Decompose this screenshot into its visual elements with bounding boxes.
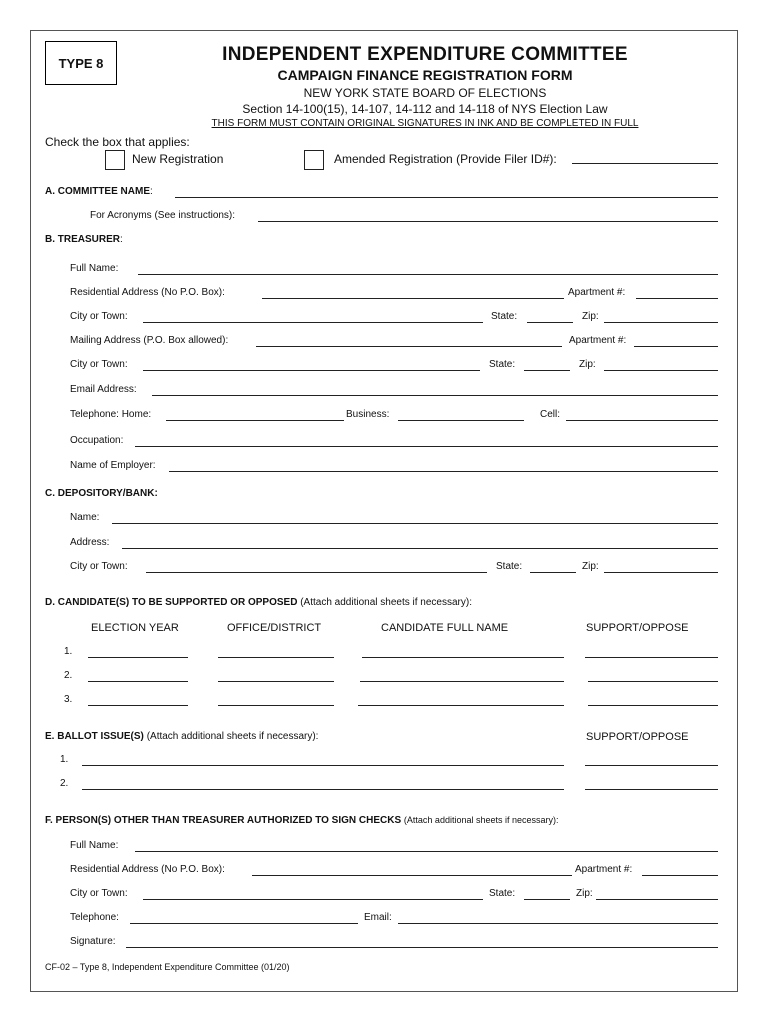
signer-city-field[interactable] — [143, 899, 483, 900]
signer-zip-field[interactable] — [596, 899, 718, 900]
treasurer-mail-zip-field[interactable] — [604, 370, 718, 371]
candidate-row-1-office[interactable] — [218, 657, 334, 658]
type-label: TYPE 8 — [45, 41, 117, 85]
candidate-row-2-name[interactable] — [360, 681, 564, 682]
ballot-col-support-oppose: SUPPORT/OPPOSE — [586, 731, 689, 743]
treasurer-mail-city-field[interactable] — [143, 370, 480, 371]
treasurer-state-field[interactable] — [527, 322, 573, 323]
treasurer-business-label: Business: — [346, 409, 390, 420]
treasurer-zip-label: Zip: — [582, 311, 599, 322]
treasurer-business-field[interactable] — [398, 420, 524, 421]
col-election-year: ELECTION YEAR — [91, 622, 179, 634]
signer-telephone-label: Telephone: — [70, 912, 119, 923]
section-c-heading: C. DEPOSITORY/BANK: — [45, 488, 158, 499]
candidate-row-3-number: 3. — [64, 694, 73, 705]
treasurer-mail-state-field[interactable] — [524, 370, 570, 371]
signer-email-field[interactable] — [398, 923, 718, 924]
candidate-row-1-support[interactable] — [585, 657, 718, 658]
treasurer-employer-label: Name of Employer: — [70, 460, 156, 471]
treasurer-zip-field[interactable] — [604, 322, 718, 323]
candidate-row-2-number: 2. — [64, 670, 73, 681]
form-frame — [30, 30, 738, 992]
treasurer-email-label: Email Address: — [70, 384, 137, 395]
signer-signature-label: Signature: — [70, 936, 116, 947]
ballot-row-1-issue[interactable] — [82, 765, 564, 766]
treasurer-tel-home-field[interactable] — [166, 420, 344, 421]
treasurer-res-address-field[interactable] — [262, 298, 564, 299]
signer-full-name-field[interactable] — [135, 851, 718, 852]
acronyms-label: For Acronyms (See instructions): — [90, 210, 236, 221]
treasurer-occupation-field[interactable] — [135, 446, 718, 447]
section-d-heading: D. CANDIDATE(S) TO BE SUPPORTED OR OPPOSED (Attach additional sheets if necessary): — [45, 597, 472, 608]
ballot-row-2-number: 2. — [60, 778, 69, 789]
agency-name: NEW YORK STATE BOARD OF ELECTIONS — [303, 86, 547, 100]
new-registration-label: New Registration — [132, 152, 224, 166]
committee-name-field[interactable] — [175, 197, 718, 198]
amended-registration-label: Amended Registration (Provide Filer ID#): — [334, 152, 557, 166]
amended-registration-checkbox[interactable] — [304, 150, 324, 170]
signer-email-label: Email: — [364, 912, 392, 923]
filer-id-field[interactable] — [572, 163, 718, 164]
treasurer-tel-home-label: Telephone: Home: — [70, 409, 152, 420]
bank-address-label: Address: — [70, 537, 110, 548]
form-subtitle: CAMPAIGN FINANCE REGISTRATION FORM — [277, 67, 573, 83]
candidate-row-1-year[interactable] — [88, 657, 188, 658]
candidate-row-1-number: 1. — [64, 646, 73, 657]
signer-apartment-field[interactable] — [642, 875, 718, 876]
ballot-row-2-support[interactable] — [585, 789, 718, 790]
ballot-row-2-issue[interactable] — [82, 789, 564, 790]
signer-res-address-label: Residential Address (No P.O. Box): — [70, 864, 225, 875]
signer-res-address-field[interactable] — [252, 875, 572, 876]
section-b-heading: B. TREASURER: — [45, 234, 123, 245]
treasurer-full-name-field[interactable] — [138, 274, 718, 275]
treasurer-city-field[interactable] — [143, 322, 483, 323]
candidate-row-3-office[interactable] — [218, 705, 334, 706]
signer-city-label: City or Town: — [70, 888, 128, 899]
signer-full-name-label: Full Name: — [70, 840, 119, 851]
checkbox-prompt: Check the box that applies: — [45, 135, 190, 149]
form-title: INDEPENDENT EXPENDITURE COMMITTEE — [222, 44, 628, 65]
bank-address-field[interactable] — [122, 548, 718, 549]
signer-zip-label: Zip: — [576, 888, 593, 899]
signer-signature-field[interactable] — [126, 947, 718, 948]
candidate-row-3-support[interactable] — [588, 705, 718, 706]
acronyms-field[interactable] — [258, 221, 718, 222]
signer-apartment-label: Apartment #: — [575, 864, 633, 875]
law-sections: Section 14-100(15), 14-107, 14-112 and 14-118 of NYS Election Law — [242, 102, 608, 116]
treasurer-apartment2-label: Apartment #: — [569, 335, 627, 346]
treasurer-occupation-label: Occupation: — [70, 435, 124, 446]
ballot-row-1-support[interactable] — [585, 765, 718, 766]
bank-city-label: City or Town: — [70, 561, 128, 572]
ballot-row-1-number: 1. — [60, 754, 69, 765]
col-office-district: OFFICE/DISTRICT — [227, 622, 322, 634]
section-a-heading: A. COMMITTEE NAME: — [45, 186, 153, 197]
bank-zip-label: Zip: — [582, 561, 599, 572]
treasurer-apartment2-field[interactable] — [634, 346, 718, 347]
col-support-oppose: SUPPORT/OPPOSE — [586, 622, 689, 634]
signer-state-field[interactable] — [524, 899, 570, 900]
section-e-heading: E. BALLOT ISSUE(S) (Attach additional sheets if necessary): — [45, 731, 319, 742]
bank-name-label: Name: — [70, 512, 100, 523]
treasurer-res-address-label: Residential Address (No P.O. Box): — [70, 287, 225, 298]
bank-zip-field[interactable] — [604, 572, 718, 573]
bank-city-field[interactable] — [146, 572, 487, 573]
treasurer-mail-address-label: Mailing Address (P.O. Box allowed): — [70, 335, 229, 346]
treasurer-mail-zip-label: Zip: — [579, 359, 596, 370]
treasurer-cell-field[interactable] — [566, 420, 718, 421]
bank-state-field[interactable] — [530, 572, 576, 573]
treasurer-mail-state-label: State: — [489, 359, 516, 370]
candidate-row-2-office[interactable] — [218, 681, 334, 682]
treasurer-email-field[interactable] — [152, 395, 718, 396]
treasurer-apartment-field[interactable] — [636, 298, 718, 299]
bank-state-label: State: — [496, 561, 523, 572]
candidate-row-3-year[interactable] — [88, 705, 188, 706]
treasurer-full-name-label: Full Name: — [70, 263, 119, 274]
treasurer-mail-city-label: City or Town: — [70, 359, 128, 370]
signer-state-label: State: — [489, 888, 516, 899]
signature-notice: THIS FORM MUST CONTAIN ORIGINAL SIGNATURES IN INK AND BE COMPLETED IN FULL — [211, 118, 639, 129]
treasurer-employer-field[interactable] — [169, 471, 718, 472]
signer-telephone-field[interactable] — [130, 923, 358, 924]
treasurer-city-label: City or Town: — [70, 311, 128, 322]
candidate-row-3-name[interactable] — [358, 705, 564, 706]
col-candidate-name: CANDIDATE FULL NAME — [381, 622, 509, 634]
section-f-heading: F. PERSON(S) OTHER THAN TREASURER AUTHORIZED TO SIGN CHECKS (Attach additional sheets if necessary): — [45, 815, 559, 826]
treasurer-state-label: State: — [491, 311, 518, 322]
bank-name-field[interactable] — [112, 523, 718, 524]
new-registration-checkbox[interactable] — [105, 150, 125, 170]
treasurer-apartment-label: Apartment #: — [568, 287, 626, 298]
candidate-row-2-year[interactable] — [88, 681, 188, 682]
treasurer-mail-address-field[interactable] — [256, 346, 562, 347]
treasurer-cell-label: Cell: — [540, 409, 561, 420]
candidate-row-2-support[interactable] — [588, 681, 718, 682]
candidate-row-1-name[interactable] — [362, 657, 564, 658]
form-footer: CF-02 – Type 8, Independent Expenditure Committee (01/20) — [45, 962, 290, 972]
